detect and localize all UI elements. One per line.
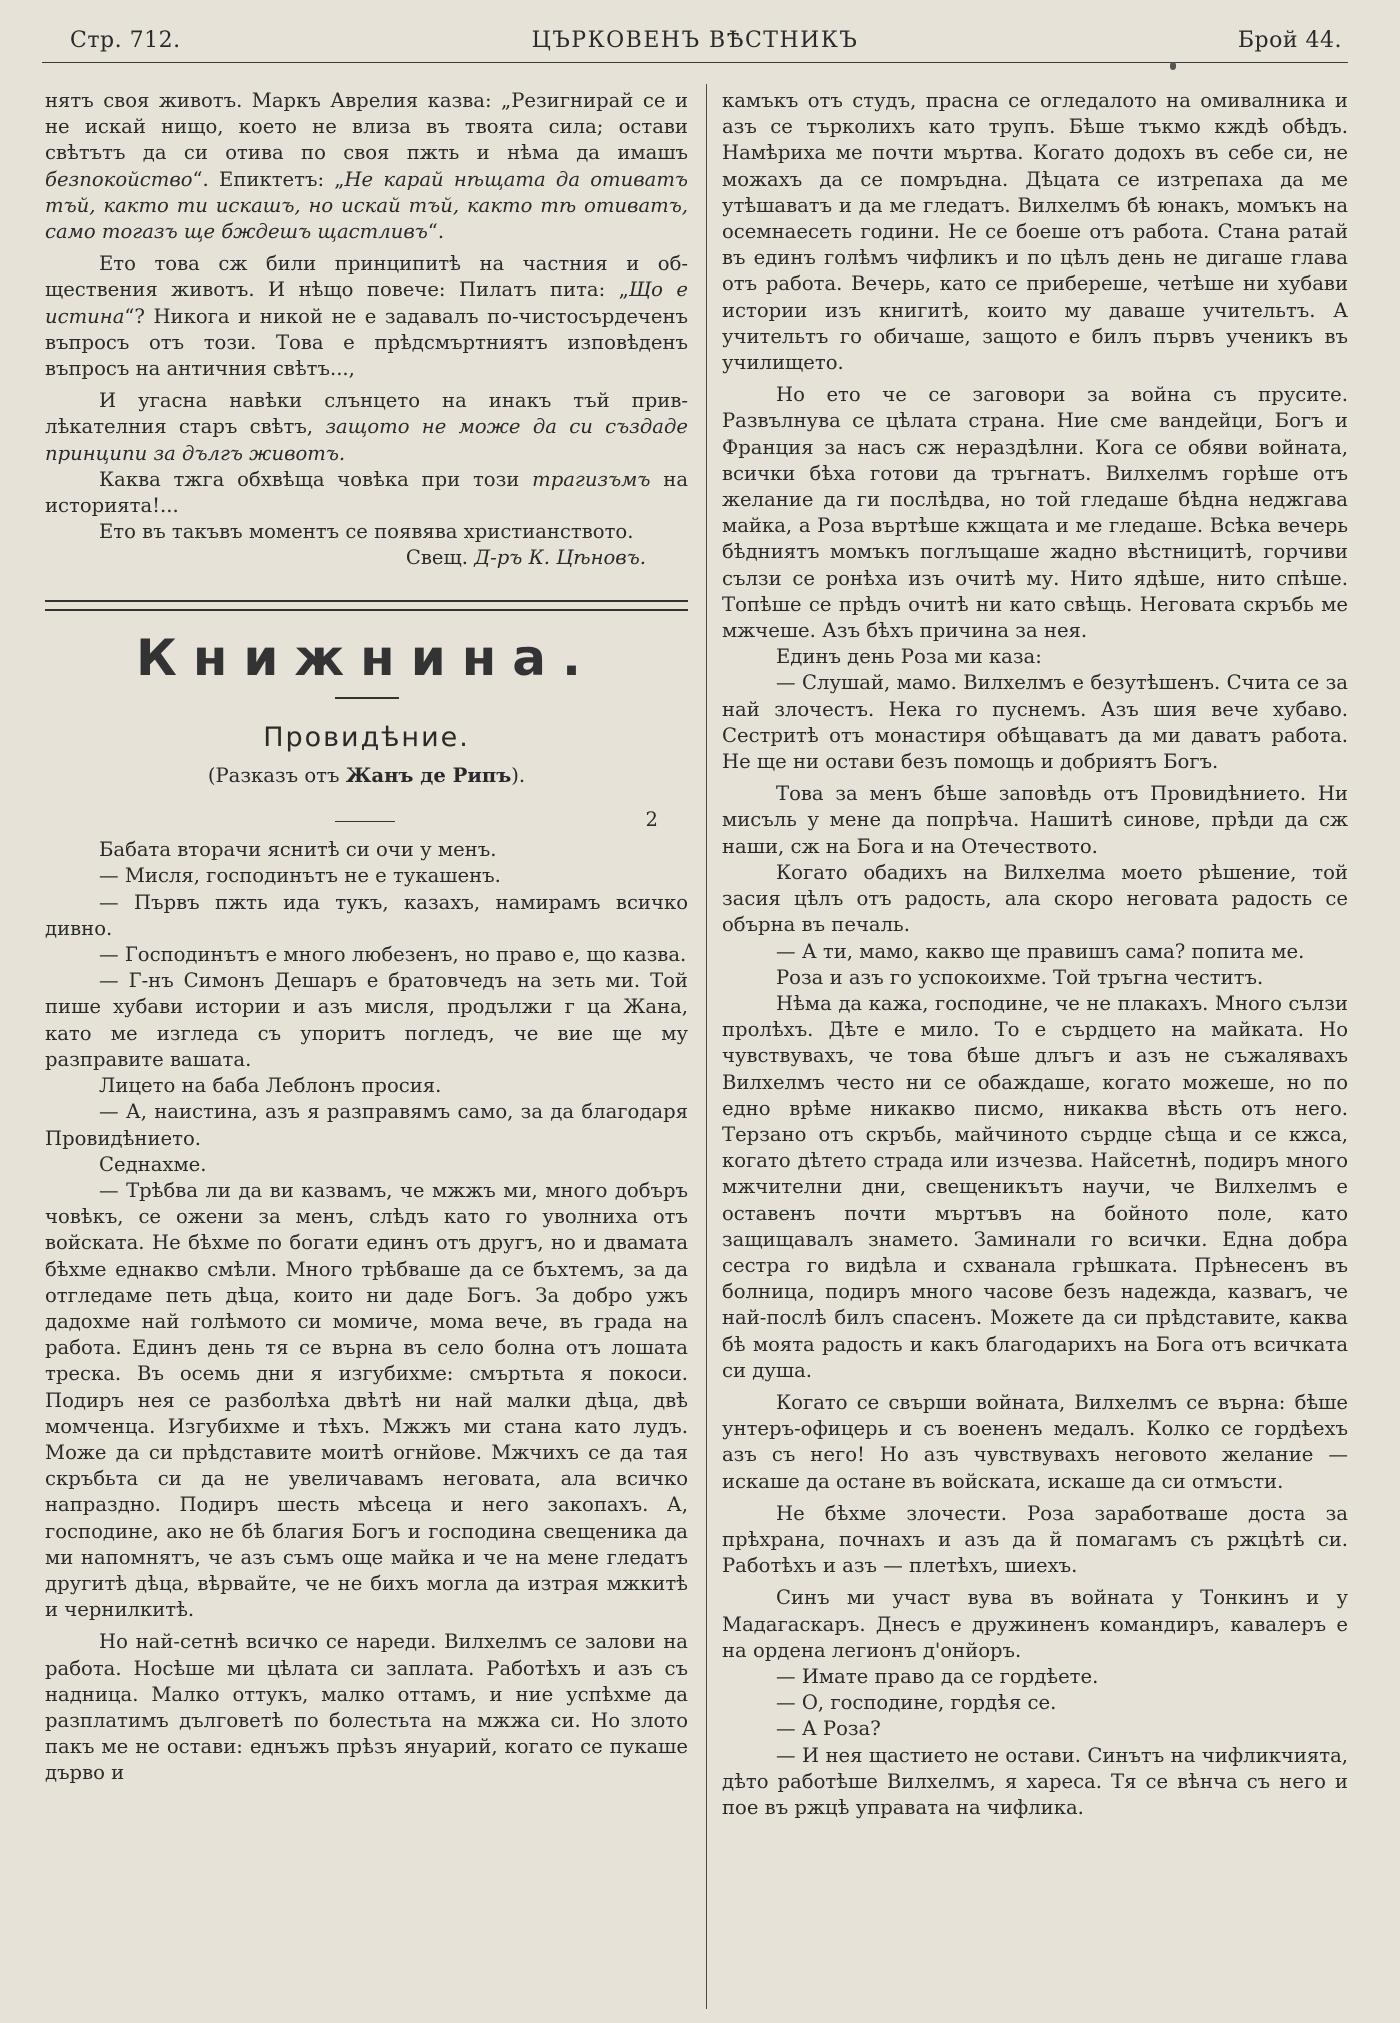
story-paragraph: Бабата вторачи яснитѣ си очи у менъ. bbox=[99, 838, 497, 862]
article-signature: Свещ. Д-ръ К. Цѣновъ. bbox=[405, 546, 646, 570]
paper-mark bbox=[1170, 62, 1176, 70]
story-paragraph: Когато се свърши войната, Вилхелмъ се върна: бѣше унтеръ-офицерь и съ воененъ медалъ. Колко се гордѣехъ азъ съ него! Но азъ чувствувахъ неговото желание — искаше да остане въ войската, искаше да си отмъсти. bbox=[722, 1390, 1348, 1493]
article-paragraph: Каква тжга обхвѣща човѣка при този трагизъмъ на историята!... bbox=[45, 467, 689, 518]
part-rule bbox=[335, 821, 395, 822]
story-paragraph: Седнахме. bbox=[99, 1152, 207, 1176]
story-paragraph: — А ти, мамо, какво ще правишъ сама? попита ме. bbox=[776, 939, 1305, 963]
part-number: 2 bbox=[645, 808, 658, 832]
right-column bbox=[722, 88, 1348, 1821]
newspaper-title: ЦЪРКОВЕНЪ ВѢСТНИКЪ bbox=[531, 28, 859, 53]
story-paragraph: Роза и азъ го успокоихме. Той тръгна честитъ. bbox=[776, 965, 1264, 989]
title-rule bbox=[335, 697, 399, 699]
story-paragraph: Единъ день Роза ми каза: bbox=[776, 645, 1042, 669]
article-paragraph: Ето това сж били принципитѣ на частния и обществения животъ. И нѣщо повече: Пилатъ пита: „Що е истина“? Никога и никой не е задавалъ по-чистосърдеченъ въпросъ отъ този. Това е прѣдсмъртниятъ изповѣденъ въпросъ на античния свѣтъ..., bbox=[45, 252, 688, 381]
column-divider bbox=[706, 84, 707, 2009]
article-paragraph: И угасна навѣки слънцето на инакъ тъй привлѣкателния старъ свѣтъ, защото не може да си създаде принципи за дългъ животъ. bbox=[45, 389, 688, 465]
story-paragraph: — Господинътъ е много любезенъ, но право е, що казва. bbox=[99, 943, 687, 967]
story-paragraph: Когато обадихъ на Вилхелма моето рѣшение, той засия цѣлъ отъ радость, ала скоро неговата радость се обърна въ печаль. bbox=[722, 860, 1348, 937]
page-header bbox=[42, 22, 1348, 63]
section-title: Книжнина. bbox=[135, 628, 598, 687]
story-paragraph: — Трѣбва ли да ви казвамъ, че мжжъ ми, много добъръ човѣкъ, се ожени за менъ, слѣдъ като го уволниха отъ войската. Не бѣхме по богати единъ отъ другъ, но и двамата бѣхме еднакво смѣли. Много трѣбваше да се бъхтемъ, за да отгледаме петь дѣца, които ни даде Богъ. За добро ужъ дадохме най голѣмото си момиче, мома вече, въ града на работа. Единъ день тя се върна въ село болна отъ лошата треска. Въ осемь дни я изгубихме: смъртьта я покоси. Подиръ нея се разболѣха двѣтѣ ни най малки дѣца, двѣ момченца. Изгубихме и тѣхъ. Мжжъ ми стана като лудъ. Може да си прѣдставите моитѣ огнйове. Мжчихъ се да тая скръбьта си да не увеличавамъ неговата, ала всичко напраздно. Подиръ шесть мѣсеца и него закопахъ. А, господине, ако не бѣ благия Богъ и господина свещеника да ми напомнятъ, че азъ съмъ още майка и че на мене гледатъ другитѣ дѣца, вѣрвайте, че не бихъ могла да изтрая мжкитѣ и чернилкитѣ. bbox=[45, 1178, 688, 1622]
story-paragraph: — А Роза? bbox=[776, 1717, 881, 1741]
article-paragraph: нятъ своя животъ. Маркъ Аврелия казва: „Резигнирай се и не искай нищо, което не влиза въ твоята сила; остави свѣтътъ да си отива по своя пжть и нѣма да имашъ безпокойство“. Епиктетъ: „Не карай нѣщата да отиватъ тъй, както ти искашъ, но искай тъй, както тѣ отиватъ, само тогазъ ще бждешъ щастливъ“. bbox=[45, 89, 688, 244]
story-paragraph: — Слушай, мамо. Вилхелмъ е безутѣшенъ. Счита се за най злочестъ. Нека го пуснемъ. Азъ шия вече хубаво. Сестритѣ отъ монастиря обѣщаватъ да ми даватъ работа. Не ще ни остави безъ помощь и добриятъ Богъ. bbox=[722, 671, 1348, 774]
story-paragraph: Това за менъ бѣше заповѣдь отъ Провидѣнието. Ни мисъль у мене да попрѣча. Нашитѣ синове, прѣди да сж наши, сж на Бога и на Отечеството. bbox=[722, 782, 1348, 858]
story-paragraph: — Г-нъ Симонъ Дешаръ е братовчедъ на зеть ми. Той пише хубави истории и азъ мисля, продължи г ца Жана, като ме изгледа съ упоритъ погледъ, че вие ще му разправите вашата. bbox=[45, 969, 688, 1071]
story-paragraph: — И нея щастието не остави. Синътъ на чифликчията, дѣто работѣше Вилхелмъ, я хареса. Тя се вѣнча съ него и пое въ ржцѣ управата на чифлика. bbox=[722, 1743, 1348, 1819]
story-paragraph: Синъ ми участ вува въ войната у Тонкинъ и у Мадагаскаръ. Днесъ е дружиненъ командиръ, кавалеръ е на ордена легионъ д'онйоръ. bbox=[722, 1586, 1348, 1662]
article-paragraph: Ето въ такъвъ моментъ се появява христианството. bbox=[99, 520, 634, 544]
issue-number: Брой 44. bbox=[1237, 28, 1342, 53]
story-paragraph: Не бѣхме злочести. Роза заработваше доста за прѣхрана, почнахъ и азъ да й помагамъ съ ржцѣтѣ си. Работѣхъ и азъ — плетѣхъ, шиехъ. bbox=[722, 1501, 1348, 1578]
left-column bbox=[42, 88, 688, 1787]
story-paragraph: Лицето на баба Леблонъ просия. bbox=[99, 1074, 442, 1098]
story-paragraph: — Първъ пжть ида тукъ, казахъ, намирамъ всичко дивно. bbox=[45, 890, 688, 940]
story-byline: (Разказъ отъ Жанъ де Рипъ). bbox=[207, 764, 526, 788]
story-paragraph: — Имате право да се гордѣете. bbox=[776, 1664, 1099, 1688]
section-divider bbox=[45, 600, 688, 611]
story-paragraph: Нѣма да кажа, господине, че не плакахъ. Много сълзи пролѣхъ. Дѣте е мило. То е сърдцето на майката. Но чувствувахъ, че това бѣше длъгъ и азъ не съжалявахъ Вилхелмъ често ни се обаждаше, когато можеше, но по едно врѣме никакво писмо, никаква вѣсть отъ него. Терзано отъ скръбь, майчиното сърдце сѣща и се кжса, когато дѣтето страда или изчезва. Найсетнѣ, подиръ много мжчителни дни, свещеникътъ научи, че Вилхелмъ е оставенъ почти мъртъвъ на бойното поле, като защищавалъ знамето. Заминали го всички. Една добра сестра го видѣла и схванала грѣшката. Прѣнесенъ въ болница, подиръ много часове безъ надежда, казваrъ, че най-послѣ билъ спасенъ. Можете да си прѣдставите, каква бѣ моята радость и какъ благодарихъ на Бога отъ всичката си душа. bbox=[722, 991, 1348, 1382]
story-paragraph: камъкъ отъ студъ, прасна се огледалото на омивалника и азъ се търколихъ като трупъ. Бѣше тъкмо кждѣ обѣдъ. Намѣриха ме почти мъртва. Когато додохъ въ себе си, не можахъ да се помръдна. Дѣцата се изтрепаха да ме утѣшаватъ и да ме гледатъ. Вилхелмъ бѣ юнакъ, момъкъ на осемнаесеть години. Не се боеше отъ работа. Стана ратай въ единъ голѣмъ чифликъ и по цѣлъ день не дигаше глава отъ работа. Вечерь, като се прибереше, четѣше ни хубави истории изъ книгитѣ, които му даваше учительтъ. А учительтъ го обичаше, защото е билъ първъ ученикъ въ училището. bbox=[722, 89, 1348, 375]
story-paragraph: — Мисля, господинътъ не е тукашенъ. bbox=[99, 864, 501, 888]
story-paragraph: — А, наистина, азъ я разправямъ само, за да благодаря Провидѣнието. bbox=[45, 1100, 688, 1150]
story-paragraph: — О, господине, гордѣя се. bbox=[776, 1691, 1057, 1715]
story-paragraph: Но ето че се заговори за война съ прусите. Развълнува се цѣлата страна. Ние сме вандейци, Богъ и Франция за насъ сж нераздѣлни. Кога се обяви войната, всички бѣха готови да тръгнатъ. Вилхелмъ горѣше отъ желание да ги послѣдва, но той гледаше бѣдна неджгава майка, а Роза въртѣше кжщата и ме гледаше. Всѣка вечерь бѣдниятъ момъкъ поглъщаше жадно вѣстницитѣ, горчиви сълзи се ронѣха изъ очитѣ му. Нито ядѣше, нито спѣше. Топѣше се прѣдъ очитѣ ни като свѣщь. Неговата скръбь ме мжчеше. Азъ бѣхъ причина за нея. bbox=[722, 383, 1348, 643]
columns bbox=[42, 88, 1348, 2018]
part-marker bbox=[45, 807, 688, 837]
story-title: Провидѣние. bbox=[263, 721, 470, 753]
story-paragraph: Но най-сетнѣ всичко се нареди. Вилхелмъ се залови на работа. Носѣше ми цѣлата си заплата. Работѣхъ и азъ съ надница. Малко оттукъ, малко оттамъ, и ние успѣхме да разплатимъ дълговетѣ по болестьта на мжжа си. Но злото пакъ ме не остави: еднъжъ прѣзъ януарий, когато се пукаше дърво и bbox=[45, 1630, 688, 1785]
page-number: Стр. 712. bbox=[70, 28, 181, 53]
